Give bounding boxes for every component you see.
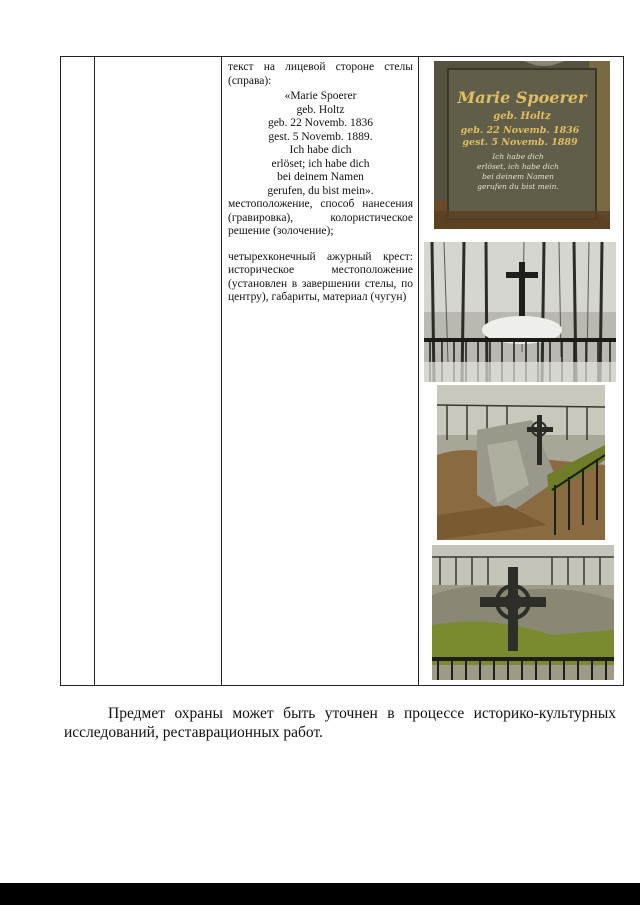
photo-winter-cross: [424, 242, 616, 382]
inscription-line: Ich habe dich: [289, 144, 352, 156]
engraved-line: bei deinem Namen: [482, 172, 554, 181]
engraved-line: gerufen du bist mein.: [477, 182, 559, 191]
stele-inscription-image: [434, 61, 610, 229]
winter-cross-image: [424, 242, 616, 382]
footnote-paragraph: [64, 704, 616, 742]
engraved-line: Marie Spoerer: [457, 88, 587, 107]
text-location: местоположение, способ нанесения (гравировка), колористическое решение (золочение);: [228, 198, 413, 237]
name-cell: [95, 57, 222, 686]
inscription-line: erlöset; ich habe dich: [271, 157, 370, 170]
photo-cross-closeup: [432, 545, 614, 680]
inscription-line: «Marie Spoerer: [284, 90, 357, 102]
engraved-line: geb. Holtz: [493, 111, 551, 122]
description-cell: [222, 57, 419, 686]
stele-side-image: [437, 385, 605, 540]
engraved-line: Ich habe dich: [492, 152, 544, 161]
inscription-line: geb. Holtz: [296, 103, 345, 116]
number-cell: [61, 57, 95, 686]
cross-closeup-image: [432, 545, 614, 680]
inscription-quote: [228, 90, 413, 198]
scan-bottom-edge: [0, 883, 640, 905]
photo-stele-inscription: [434, 61, 610, 229]
inscription-line: geb. 22 Novemb. 1836: [267, 117, 374, 129]
photo-stele-side: [437, 385, 605, 540]
engraved-line: gest. 5 Novemb. 1889: [462, 137, 578, 148]
text-cross: четырехконечный ажурный крест: историческое местоположение (установлен в завершении стелы, по центру), габариты, материал (чугун): [228, 250, 413, 303]
engraved-line: geb. 22 Novemb. 1836: [460, 125, 580, 136]
text-intro: текст на лицевой стороне стелы (справа):: [228, 61, 413, 87]
inscription-line: bei deinem Namen: [277, 171, 364, 183]
inscription-line: gest. 5 Novemb. 1889.: [268, 130, 373, 143]
inscription-line: gerufen, du bist mein».: [267, 184, 374, 197]
engraved-line: erlöset, ich habe dich: [477, 162, 559, 171]
footnote-text: Предмет охраны может быть уточнен в процессе историко-культурных исследований, реставрационных работ.: [64, 705, 616, 741]
